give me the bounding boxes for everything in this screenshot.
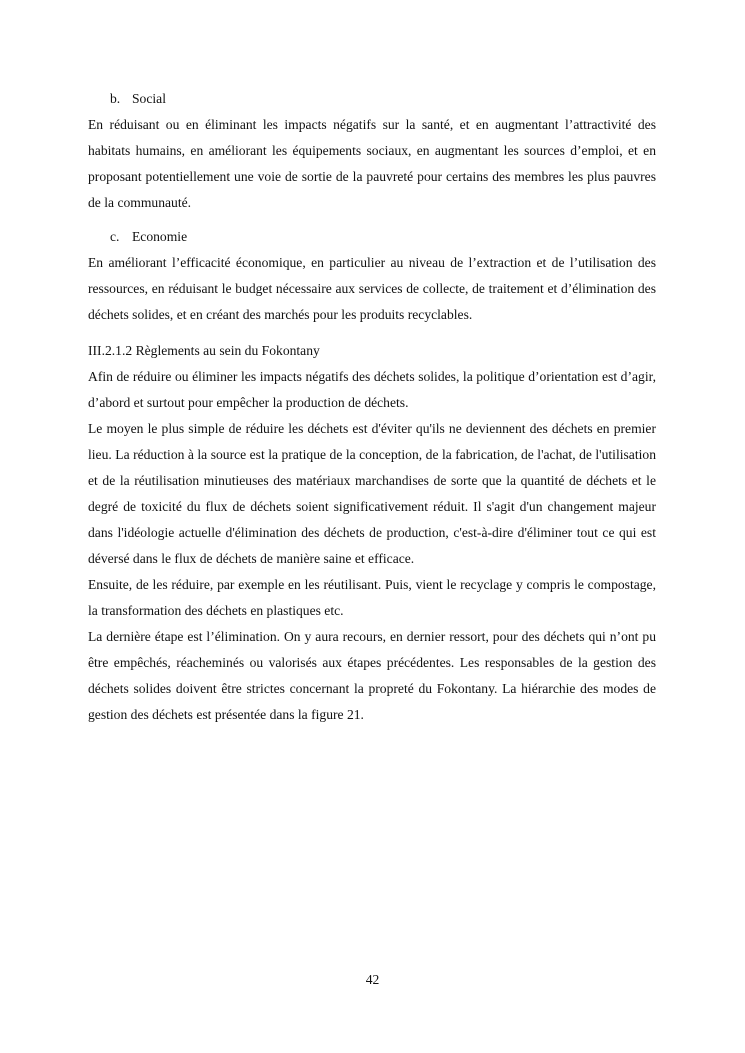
list-marker: c.	[110, 229, 120, 244]
list-marker: b.	[110, 91, 121, 106]
section-heading-economie	[88, 224, 656, 250]
paragraph: Le moyen le plus simple de réduire les déchets est d'éviter qu'ils ne deviennent des déchets en premier lieu. La réduction à la source est la pratique de la conception, de la fabrication, de l'achat, de l'utilisation et de la réutilisation minutieuses des matériaux marchandises de sorte que la quantité de déchets et le degré de toxicité du flux de déchets soient significativement réduit. Il s'agit d'un changement majeur dans l'idéologie actuelle d'élimination des déchets de production, c'est-à-dire d'éliminer tout ce qui est déversé dans le flux de déchets de manière saine et efficace.	[88, 421, 656, 566]
paragraph: Ensuite, de les réduire, par exemple en les réutilisant. Puis, vient le recyclage y compris le compostage, la transformation des déchets en plastiques etc.	[88, 577, 656, 618]
social-paragraph: En réduisant ou en éliminant les impacts négatifs sur la santé, et en augmentant l’attractivité des habitats humains, en améliorant les équipements sociaux, en augmentant les sources d’emploi, et en proposant potentiellement une voie de sortie de la pauvreté pour certains des membres les plus pauvres de la communauté.	[88, 117, 656, 210]
section-title: Social	[132, 91, 166, 106]
economie-paragraph: En améliorant l’efficacité économique, en particulier au niveau de l’extraction et de l’utilisation des ressources, en réduisant le budget nécessaire aux services de collecte, de traitement et d’élimination des déchets solides, et en créant des marchés pour les produits recyclables.	[88, 255, 656, 322]
section-heading-social	[88, 86, 656, 112]
paragraph: La dernière étape est l’élimination. On y aura recours, en dernier ressort, pour des déchets qui n’ont pu être empêchés, réacheminés ou valorisés aux étapes précédentes. Les responsables de la gestion des déchets solides doivent être strictes concernant la propreté du Fokontany. La hiérarchie des modes de gestion des déchets est présentée dans la figure 21.	[88, 629, 656, 722]
section-title: Economie	[132, 229, 188, 244]
paragraph: Afin de réduire ou éliminer les impacts négatifs des déchets solides, la politique d’orientation est d’agir, d’abord et surtout pour empêcher la production de déchets.	[88, 369, 656, 410]
subsection-title: III.2.1.2 Règlements au sein du Fokontany	[88, 343, 320, 358]
document-page	[88, 86, 656, 728]
page-number: 42	[365, 972, 380, 987]
